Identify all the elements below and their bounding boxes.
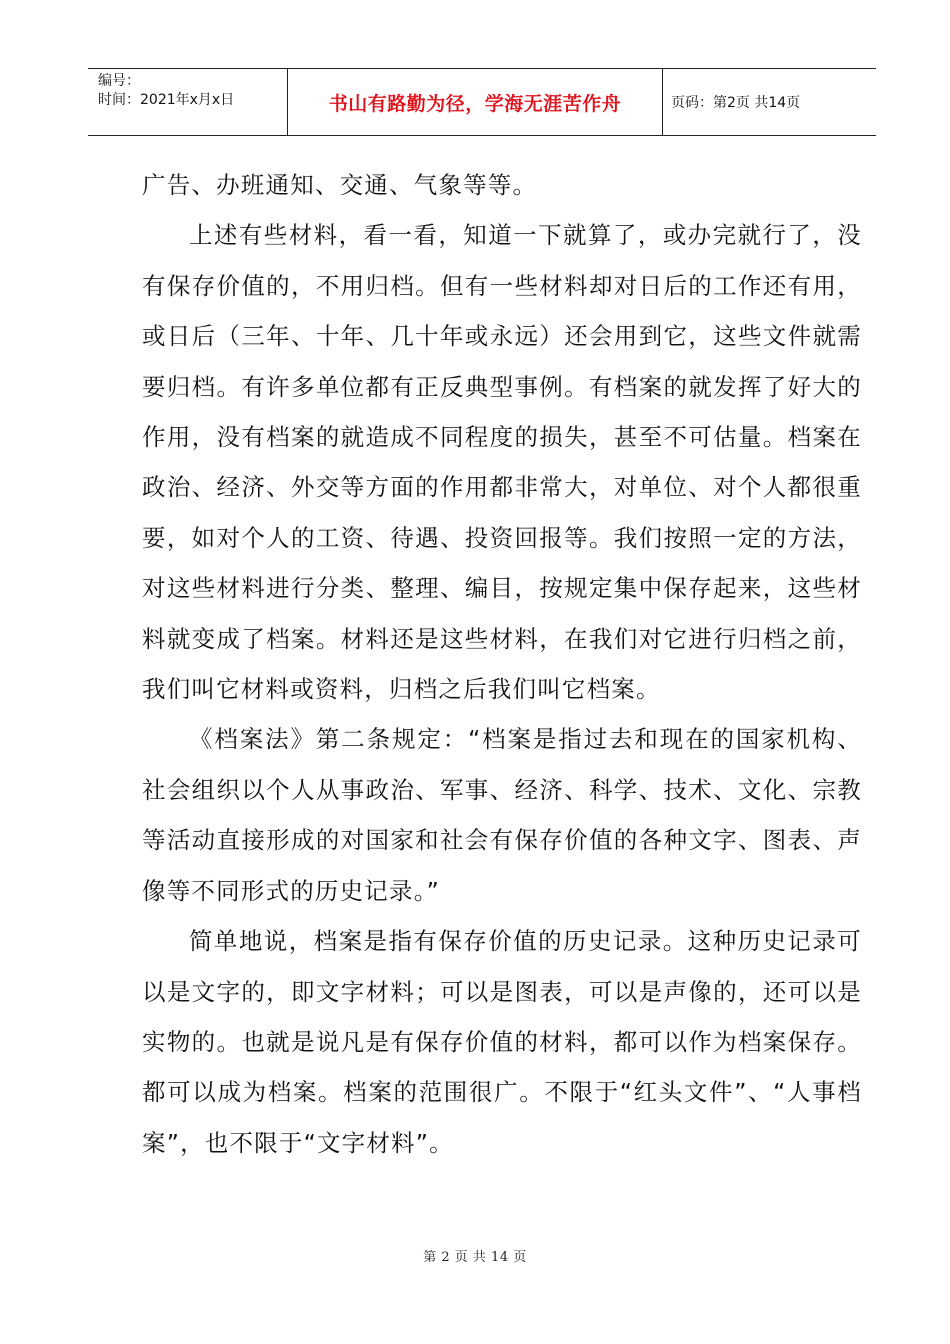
paragraph: 《档案法》第二条规定：“档案是指过去和现在的国家机构、社会组织以个人从事政治、军事、经济、科学、技术、文化、宗教等活动直接形成的对国家和社会有保存价值的各种文字、图表、声像等不同形式的历史记录。” [142, 725, 862, 905]
paragraph-continuation: 广告、办班通知、交通、气象等等。 [142, 171, 538, 199]
paragraph: 上述有些材料，看一看，知道一下就算了，或办完就行了，没有保存价值的，不用归档。但有一些材料却对日后的工作还有用，或日后（三年、十年、几十年或永远）还会用到它，这些文件就需要归档。有许多单位都有正反典型事例。有档案的就发挥了好大的作用，没有档案的就造成不同程度的损失，甚至不可估量。档案在政治、经济、外交等方面的作用都非常大，对单位、对个人都很重要，如对个人的工资、待遇、投资回报等。我们按照一定的方法，对这些材料进行分类、整理、编目，按规定集中保存起来，这些材料就变成了档案。材料还是这些材料，在我们对它进行归档之前，我们叫它材料或资料，归档之后我们叫它档案。 [142, 221, 862, 704]
document-number-label: 编号： [98, 73, 140, 89]
paragraph: 简单地说，档案是指有保存价值的历史记录。这种历史记录可以是文字的，即文字材料；可以是图表，可以是声像的，还可以是实物的。也就是说凡是有保存价值的材料，都可以作为档案保存。都可以成为档案。档案的范围很广。不限于“红头文件”、“人事档案”，也不限于“文字材料”。 [142, 927, 862, 1157]
document-body [142, 160, 862, 1168]
header-page-info: 页码：第2页 共14页 [671, 95, 801, 111]
header-meta-cell [88, 69, 288, 135]
document-time-label: 时间：2021年x月x日 [98, 92, 235, 108]
page-header [88, 68, 876, 136]
header-motto: 书山有路勤为径，学海无涯苦作舟 [288, 69, 663, 135]
page-footer: 第 2 页 共 14 页 [423, 1250, 527, 1265]
